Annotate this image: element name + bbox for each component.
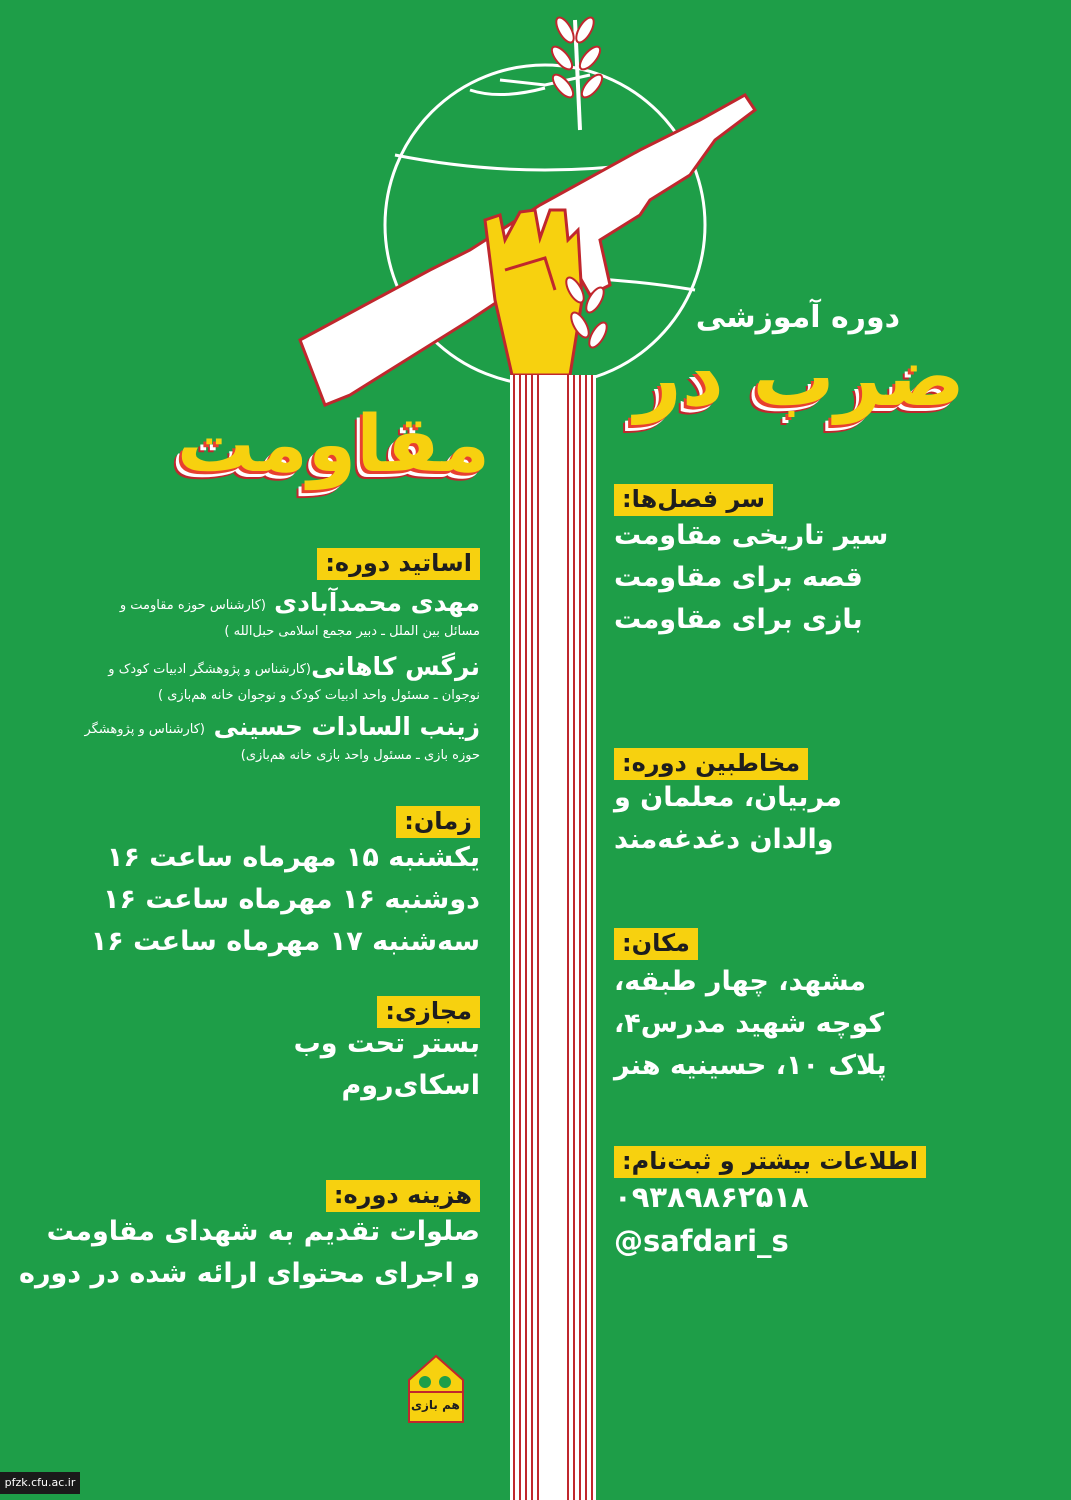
topic-3: بازی برای مقاومت [614,604,863,635]
time-line-3: سه‌شنبه ۱۷ مهرماه ساعت ۱۶ [90,926,480,957]
teacher-2-name: نرگس کاهانی [311,652,480,681]
audience-line-2: والدان دغدغه‌مند [614,824,834,855]
teacher-2-note1: (کارشناس و پژوهشگر ادبیات کودک و [108,662,311,677]
hambazi-logo [405,1352,467,1424]
virtual-label: مجازی: [377,996,480,1028]
cost-line-2: و اجرای محتوای ارائه شده در دوره [19,1258,480,1289]
place-line-2: کوچه شهید مدرس۴، [614,1008,885,1039]
teacher-3-note1: (کارشناس و پژوهشگر [84,722,205,737]
topic-2: قصه برای مقاومت [614,562,863,593]
stem-stripes [510,375,596,1500]
teachers-label: اساتید دوره: [317,548,480,580]
audience-line-1: مربیان، معلمان و [614,782,842,813]
house-logo-icon [405,1352,467,1424]
info-label: اطلاعات بیشتر و ثبت‌نام: [614,1146,926,1178]
teacher-3-name: زینب السادات حسینی [213,712,480,741]
cost-label: هزینه دوره: [326,1180,480,1212]
time-line-1: یکشنبه ۱۵ مهرماه ساعت ۱۶ [106,842,480,873]
title-overline: دوره آموزشی [695,300,900,335]
virtual-line-2: اسکای‌روم [341,1070,480,1101]
time-line-2: دوشنبه ۱۶ مهرماه ساعت ۱۶ [103,884,480,915]
title-line1: ضرب در [634,330,965,425]
topics-label: سر فصل‌ها: [614,484,773,516]
site-watermark: pfzk.cfu.ac.ir [0,1472,80,1494]
place-line-1: مشهد، چهار طبقه، [614,966,867,997]
place-line-3: پلاک ۱۰، حسینیه هنر [614,1050,887,1081]
teacher-3-note2: حوزه بازی ـ مسئول واحد بازی خانه هم‌بازی) [240,748,480,763]
info-handle[interactable]: @safdari_s [614,1224,789,1258]
time-label: زمان: [396,806,480,838]
topic-1: سیر تاریخی مقاومت [614,520,889,551]
teacher-2-note2: نوجوان ـ مسئول واحد ادبیات کودک و نوجوان خانه هم‌بازی ) [158,688,480,703]
virtual-line-1: بستر تحت وب [293,1028,480,1059]
title-line2: مقاومت [176,400,490,490]
fist-icon [485,210,582,375]
place-label: مکان: [614,928,698,960]
cost-line-1: صلوات تقدیم به شهدای مقاومت [46,1216,480,1247]
audience-label: مخاطبین دوره: [614,748,808,780]
logo-text: هم بازی [411,1398,460,1412]
teacher-1-note2: مسائل بین الملل ـ دبیر مجمع اسلامی حبل‌الله ) [224,624,480,639]
teacher-1-note1: (کارشناس حوزه مقاومت و [119,598,266,613]
teacher-1-name: مهدی محمدآبادی [274,588,480,617]
info-phone[interactable]: ۰۹۳۸۹۸۶۲۵۱۸ [614,1180,809,1214]
